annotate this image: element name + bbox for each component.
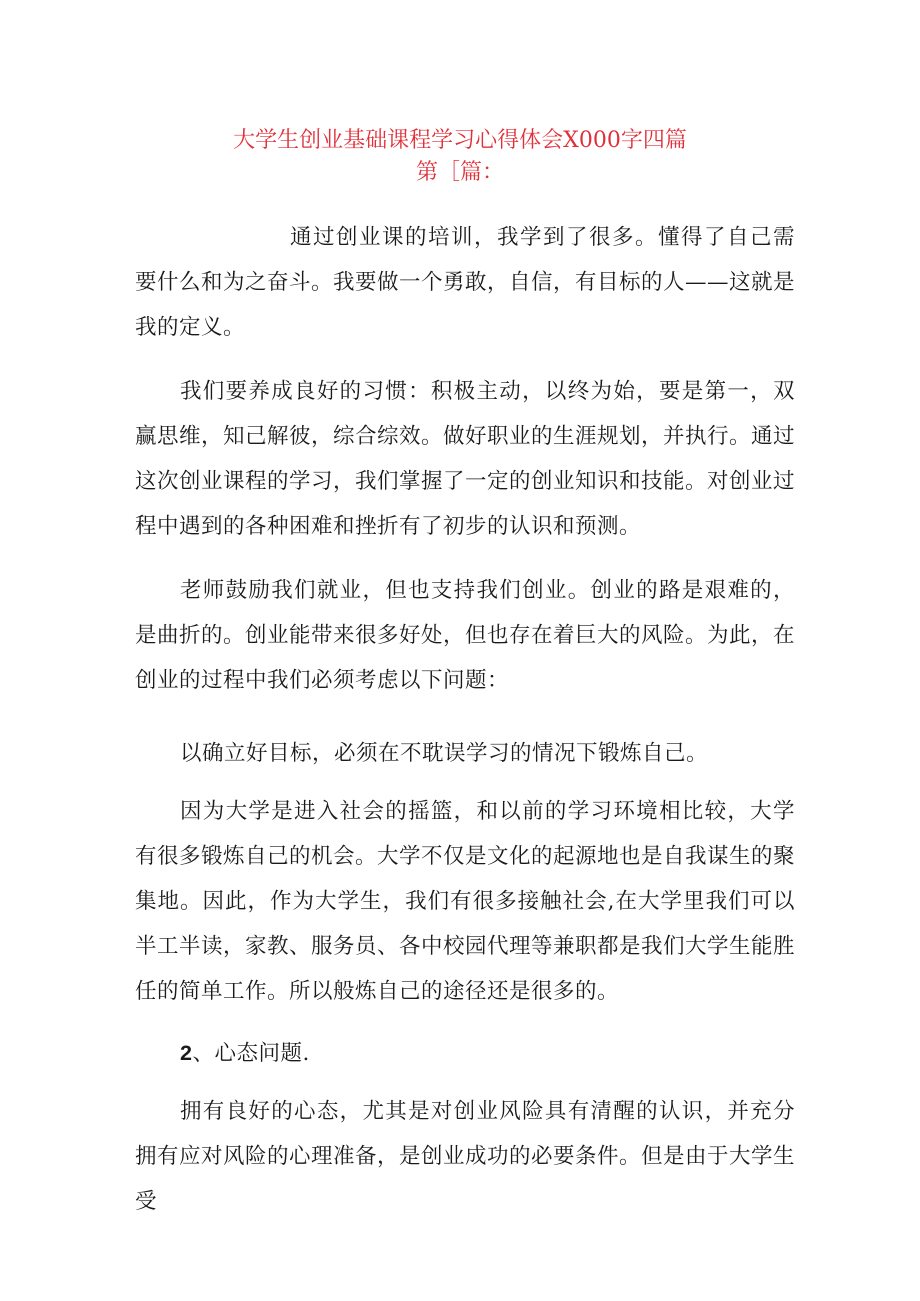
paragraph-3: 老师鼓励我们就业，但也支持我们创业。创业的路是艰难的，是曲折的。创业能带来很多好处，但也存在着巨大的风险。为此，在创业的过程中我们必须考虑以下问题： <box>135 578 796 693</box>
paragraph-2: 我们要养成良好的习惯：积极主动，以终为始，要是第一，双赢思维，知己解彼，综合综效。做好职业的生涯规划，并执行。通过这次创业课程的学习，我们掌握了一定的创业知识和技能。对创业过程中遇到的各种困难和挫折有了初步的认识和预测。 <box>135 379 796 539</box>
document-title: 大学生创业基础课程学习心得体会X000字四篇 <box>233 128 687 153</box>
paragraph-4: 以确立好目标，必须在不耽误学习的情况下锻炼自己。 <box>180 741 709 766</box>
paragraph-5: 因为大学是进入社会的摇篮，和以前的学习环境相比较，大学有很多锻炼自己的机会。大学不仅是文化的起源地也是自我谋生的聚集地。因此，作为大学生，我们有很多接触社会,在大学里我们可以半工半读，家教、服务员、各中校园代理等兼职都是我们大学生能胜任的简单工作。所以般炼自己的途径还是很多的。 <box>135 799 796 1004</box>
paragraph-last: 拥有良好的心态，尤其是对创业风险具有清醒的认识，并充分拥有应对风险的心理准备，是创业成功的必要条件。但是由于大学生受 <box>135 1099 796 1214</box>
section-2-heading <box>135 1031 795 1076</box>
section-2-number: 2 <box>180 1041 193 1065</box>
paragraph-1: 通过创业课的培训，我学到了很多。懂得了自己需要什么和为之奋斗。我要做一个勇敢，自信，有目标的人——这就是我的定义。 <box>135 225 796 340</box>
section-2-label: 、心态问题. <box>192 1041 310 1066</box>
document-subtitle: 第［篇： <box>415 160 504 185</box>
